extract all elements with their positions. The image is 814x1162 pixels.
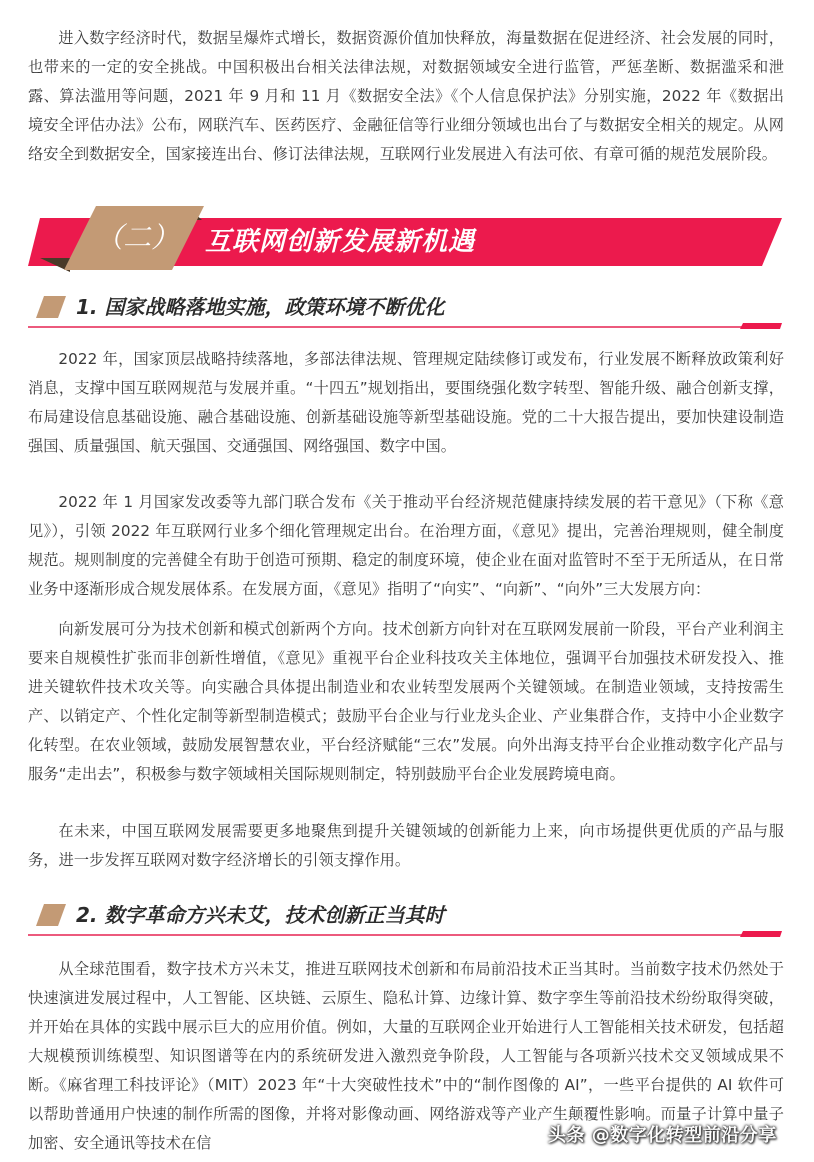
watermark: 头条 @数字化转型前沿分享 (548, 1125, 777, 1146)
heading-marker-icon (36, 296, 66, 318)
subsection-heading-2 (0, 898, 814, 938)
heading-underline-tab (740, 931, 782, 937)
intro-paragraph: 进入数字经济时代，数据呈爆炸式增长，数据资源价值加快释放，海量数据在促进经济、社会发展的同时，也带来的一定的安全挑战。中国积极出台相关法律法规，对数据领域安全进行监管，严惩垄断、数据滥采和泄露、算法滥用等问题，2021 年 9 月和 11 月《数据安全法》《个人信息保护法》分别实施，2022 年《数据出境安全评估办法》公布，网联汽车、医药医疗、金融征信等行业细分领域也出台了与数据安全相关的规定。从网络安全到数据安全，国家接连出台、修订法律法规，互联网行业发展进入有法可依、有章可循的规范发展阶段。 (28, 29, 784, 163)
heading-marker-icon (36, 904, 66, 926)
body-paragraph: 在未来，中国互联网发展需要更多地聚焦到提升关键领域的创新能力上来，向市场提供更优质的产品与服务，进一步发挥互联网对数字经济增长的引领支撑作用。 (28, 822, 784, 869)
section-banner (0, 204, 814, 276)
subsection-title: 2. 数字革命方兴未艾，技术创新正当其时 (76, 903, 445, 927)
heading-underline (28, 934, 748, 936)
body-paragraph: 2022 年 1 月国家发改委等九部门联合发布《关于推动平台经济规范健康持续发展的若干意见》（下称《意见》），引领 2022 年互联网行业多个细化管理规定出台。在治理方面，《意见》提出，完善治理规则，健全制度规范。规则制度的完善健全有助于创造可预期、稳定的制度环境，使企业在面对监管时不至于无所适从，在日常业务中逐渐形成合规发展体系。在发展方面，《意见》指明了“向实”、“向新”、“向外”三大发展方向： (28, 493, 784, 598)
heading-underline (28, 326, 748, 328)
body-paragraph: 从全球范围看，数字技术方兴未艾，推进互联网技术创新和布局前沿技术正当其时。当前数字技术仍然处于快速演进发展过程中，人工智能、区块链、云原生、隐私计算、边缘计算、数字孪生等前沿技术纷纷取得突破，并开始在具体的实践中展示巨大的应用价值。例如，大量的互联网企业开始进行人工智能相关技术研发，包括超大规模预训练模型、知识图谱等在内的系统研发进入激烈竞争阶段，人工智能与各项新兴技术交叉领域成果不断。《麻省理工科技评论》（MIT）2023 年“十大突破性技术”中的“制作图像的 AI”，一些平台提供的 AI 软件可以帮助普通用户快速的制作所需的图像，并将对影像动画、网络游戏等产业产生颠覆性影响。而量子计算中量子加密、安全通讯等技术在信 (28, 960, 784, 1152)
body-paragraph: 向新发展可分为技术创新和模式创新两个方向。技术创新方向针对在互联网发展前一阶段，平台产业利润主要来自规模性扩张而非创新性增值，《意见》重视平台企业科技攻关主体地位，强调平台加强技术研发投入、推进关键软件技术攻关等。向实融合具体提出制造业和农业转型发展两个关键领域。在制造业领域，支持按需生产、以销定产、个性化定制等新型制造模式；鼓励平台企业与行业龙头企业、产业集群合作，支持中小企业数字化转型。在农业领域，鼓励发展智慧农业，平台经济赋能“三农”发展。向外出海支持平台企业推动数字化产品与服务“走出去”，积极参与数字领域相关国际规则制定，特别鼓励平台企业发展跨境电商。 (28, 620, 784, 783)
body-paragraph: 2022 年，国家顶层战略持续落地，多部法律法规、管理规定陆续修订或发布，行业发展不断释放政策利好消息，支撑中国互联网规范与发展并重。“十四五”规划指出，要围绕强化数字转型、智能升级、融合创新支撑，布局建设信息基础设施、融合基础设施、创新基础设施等新型基础设施。党的二十大报告提出，要加快建设制造强国、质量强国、航天强国、交通强国、网络强国、数字中国。 (28, 350, 784, 455)
heading-underline-tab (740, 323, 782, 329)
section-title: 互联网创新发展新机遇 (205, 227, 476, 257)
subsection-title: 1. 国家战略落地实施，政策环境不断优化 (76, 295, 445, 319)
section-number: （二） (94, 221, 179, 254)
subsection-heading-1 (0, 290, 814, 330)
